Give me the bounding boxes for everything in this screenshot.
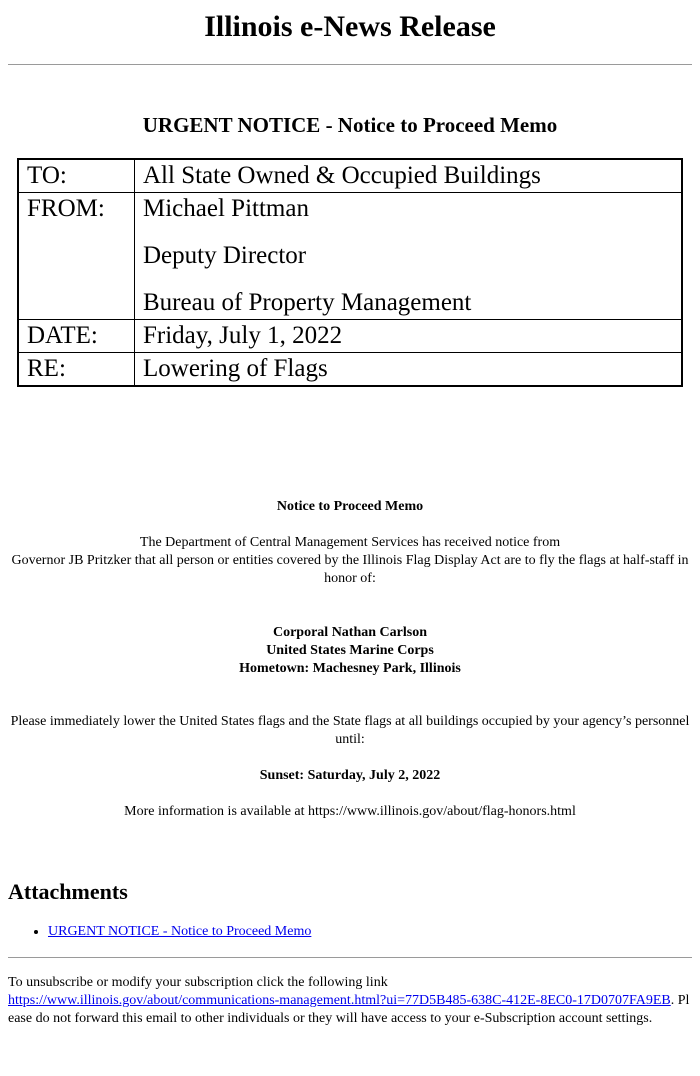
unsubscribe-footer <box>8 974 692 1028</box>
footer-outro: . Please do not forward this email to other individuals or they will have access to your e-Subscription account settings. <box>8 993 690 1026</box>
memo-row-to <box>18 159 682 193</box>
more-info-text: More information is available at https://www.illinois.gov/about/flag-honors.html <box>124 804 576 819</box>
memo-row-date <box>18 320 682 353</box>
attachment-link[interactable]: URGENT NOTICE - Notice to Proceed Memo <box>48 924 312 939</box>
attachments-list <box>8 923 692 941</box>
attachment-item <box>48 923 692 941</box>
date-label: DATE: <box>18 320 135 353</box>
footer-intro: To unsubscribe or modify your subscription click the following link <box>8 975 388 990</box>
to-value: All State Owned & Occupied Buildings <box>135 159 683 193</box>
honoree-block <box>8 624 692 678</box>
memo-row-re <box>18 353 682 387</box>
re-label: RE: <box>18 353 135 387</box>
to-label: TO: <box>18 159 135 193</box>
notice-paragraph <box>8 534 692 588</box>
footer-divider <box>8 957 692 958</box>
honoree-name: Corporal Nathan Carlson <box>272 625 427 640</box>
honoree-branch: United States Marine Corps <box>266 643 434 658</box>
memo-row-from <box>18 193 682 320</box>
honoree-hometown: Hometown: Machesney Park, Illinois <box>239 661 461 676</box>
sunset-date: Sunset: Saturday, July 2, 2022 <box>259 768 441 783</box>
re-value: Lowering of Flags <box>135 353 683 387</box>
memo-header-table <box>17 158 683 387</box>
subscription-management-link[interactable]: https://www.illinois.gov/about/communications-management.html?ui=77D5B485-638C-412E-8EC0-17D0707FA9EB <box>8 993 671 1008</box>
email-page <box>0 8 700 1028</box>
notice-line-1: The Department of Central Management Services has received notice from <box>139 535 561 550</box>
from-label: FROM: <box>18 193 135 320</box>
memo-subject: URGENT NOTICE - Notice to Proceed Memo <box>142 113 558 137</box>
memo-body-heading: Notice to Proceed Memo <box>276 499 424 514</box>
notice-line-2: Governor JB Pritzker that all person or entities covered by the Illinois Flag Display Act are to fly the flags at half-staff in honor of: <box>11 553 689 586</box>
from-title: Deputy Director <box>143 242 307 269</box>
lower-flags-paragraph: Please immediately lower the United States flags and the State flags at all buildings occupied by your agency’s personnel until: <box>10 714 690 747</box>
from-name: Michael Pittman <box>143 195 309 222</box>
page-title: Illinois e-News Release <box>204 10 496 43</box>
date-value: Friday, July 1, 2022 <box>135 320 683 353</box>
attachments-heading: Attachments <box>8 879 128 904</box>
from-value <box>135 193 683 320</box>
header-divider <box>8 64 692 65</box>
from-bureau: Bureau of Property Management <box>143 289 472 316</box>
memo-body <box>8 498 692 821</box>
